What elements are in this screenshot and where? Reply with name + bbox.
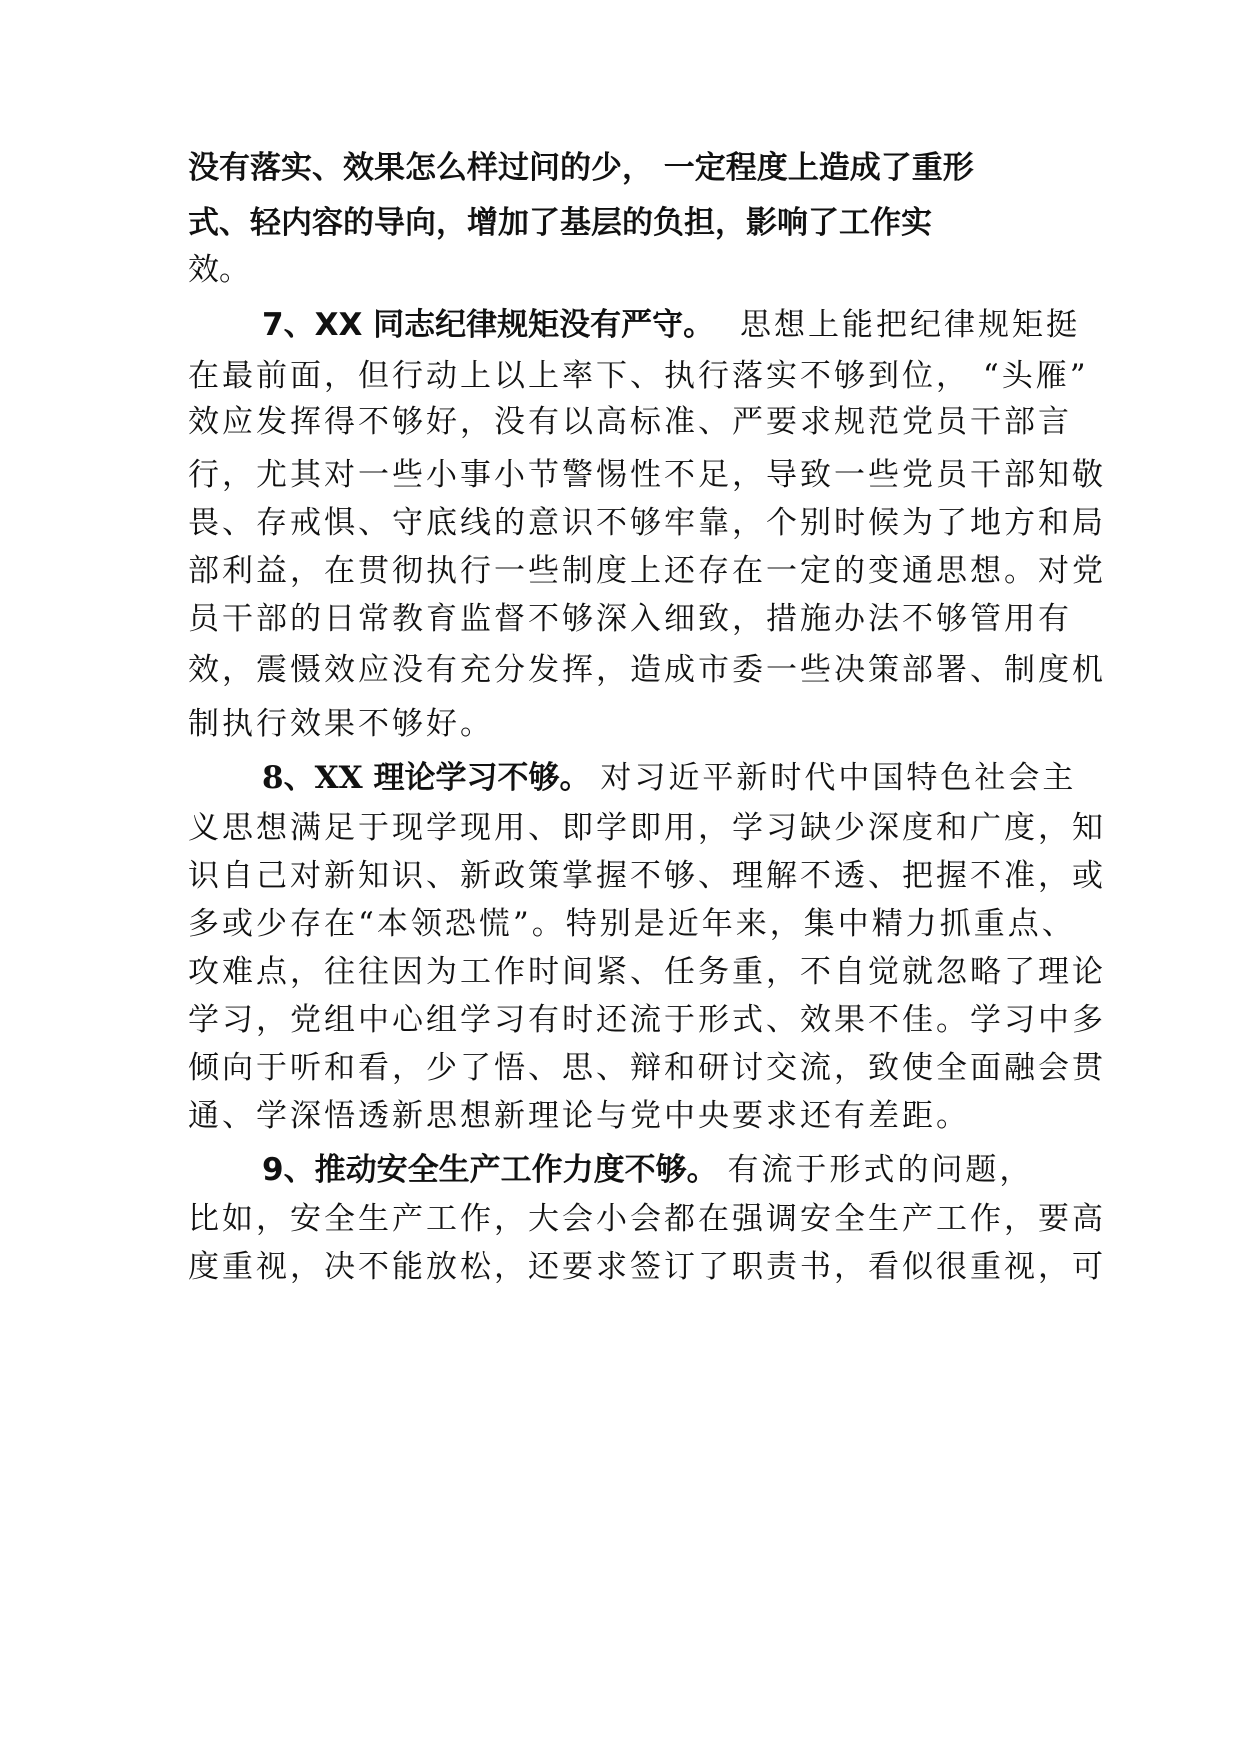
opening-line-3: 效。	[188, 252, 250, 288]
item8-line-5: 学习，党组中心组学习有时还流于形式、效果不佳。学习中多	[188, 1002, 1106, 1038]
opening-line-2: 式、轻内容的导向，增加了基层的负担，影响了工作实	[188, 205, 932, 241]
item7-line-5: 部利益，在贯彻执行一些制度上还存在一定的变通思想。对党	[188, 553, 1106, 589]
item7-line-8: 制执行效果不够好。	[188, 706, 494, 742]
item9-line-2: 度重视，决不能放松，还要求签订了职责书，看似很重视，可	[188, 1249, 1106, 1285]
item7-heading: 7、XX 同志纪律规矩没有严守。	[262, 307, 715, 343]
item7-first-line	[262, 305, 1122, 345]
item7-line-6: 员干部的日常教育监督不够深入细致，措施办法不够管用有	[188, 601, 1072, 637]
item7-line-4: 畏、存戒惧、守底线的意识不够牢靠，个别时候为了地方和局	[188, 505, 1106, 541]
item9-first-line-rest: 有流于形式的问题，	[727, 1152, 1034, 1188]
item8-heading: 8、XX 理论学习不够。	[262, 760, 591, 796]
item8-line-6: 倾向于听和看，少了悟、思、辩和研讨交流，致使全面融会贯	[188, 1050, 1106, 1086]
item7-line-2: 效应发挥得不够好，没有以高标准、严要求规范党员干部言	[188, 404, 1072, 440]
item8-line-3: 多或少存在“本领恐慌”。特别是近年来，集中精力抓重点、	[188, 906, 1076, 942]
item8-line-2: 识自己对新知识、新政策掌握不够、理解不透、把握不准，或	[188, 858, 1106, 894]
opening-line-1: 没有落实、效果怎么样过问的少， 一定程度上造成了重形	[188, 150, 974, 186]
item9-line-1: 比如，安全生产工作，大会小会都在强调安全生产工作，要高	[188, 1201, 1106, 1237]
item8-first-line	[262, 758, 1122, 798]
item7-line-7: 效，震慑效应没有充分发挥，造成市委一些决策部署、制度机	[188, 652, 1106, 688]
item7-line-3: 行，尤其对一些小事小节警惕性不足，导致一些党员干部知敬	[188, 457, 1106, 493]
item8-first-line-rest: 对习近平新时代中国特色社会主	[600, 760, 1077, 796]
item7-line-1: 在最前面，但行动上以上率下、执行落实不够到位， “头雁”	[188, 358, 1089, 394]
item8-line-1: 义思想满足于现学现用、即学即用，学习缺少深度和广度，知	[188, 810, 1106, 846]
item8-line-4: 攻难点，往往因为工作时间紧、任务重，不自觉就忽略了理论	[188, 954, 1106, 990]
item9-heading: 9、推动安全生产工作力度不够。	[262, 1152, 718, 1188]
item9-first-line	[262, 1150, 1122, 1190]
item8-line-7: 通、学深悟透新思想新理论与党中央要求还有差距。	[188, 1098, 970, 1134]
item7-first-line-rest: 思想上能把纪律规矩挺	[740, 307, 1081, 343]
